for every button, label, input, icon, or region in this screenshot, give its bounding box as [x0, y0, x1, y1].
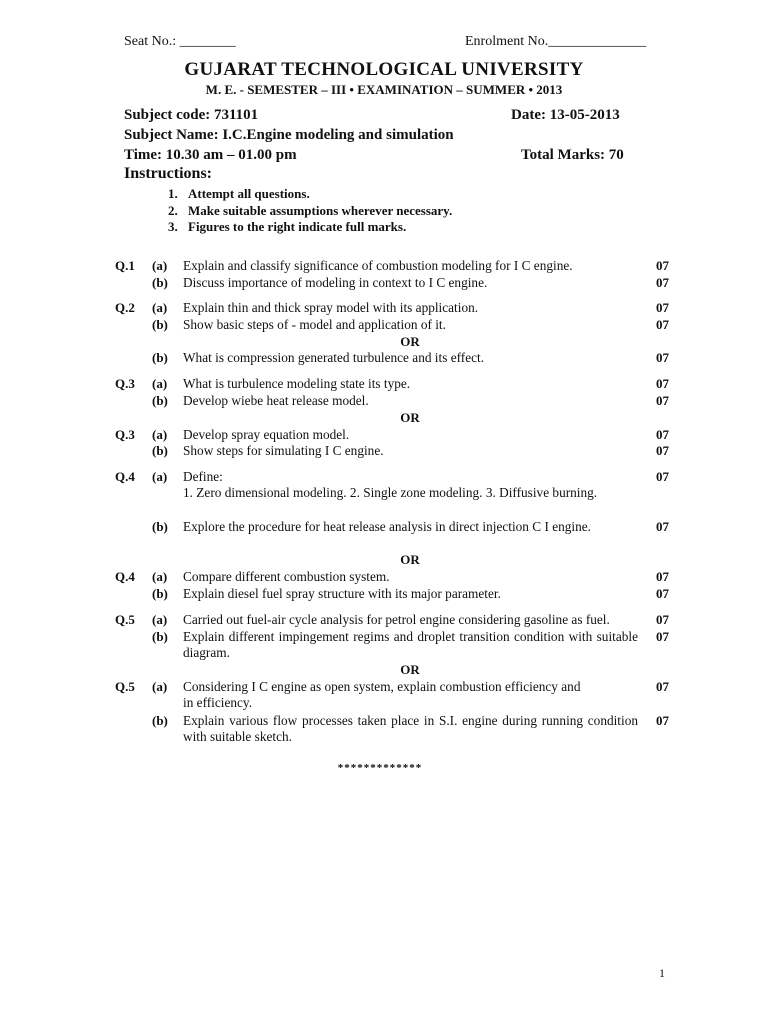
question-marks: 07 [656, 427, 669, 442]
question-part-label: (a) [152, 469, 168, 484]
question-text: Explain thin and thick spray model with its application. [183, 300, 479, 315]
question-marks: 07 [656, 300, 669, 315]
question-marks: 07 [656, 629, 669, 644]
question-text: Considering I C engine as open system, explain combustion efficiency and [183, 679, 581, 694]
exam-subtitle: M. E. - SEMESTER – III • EXAMINATION – SUMMER • 2013 [205, 82, 563, 97]
or-separator: OR [400, 662, 420, 677]
question-text: Compare different combustion system. [183, 569, 390, 584]
question-text: Show basic steps of - model and application of it. [183, 317, 446, 332]
question-text: What is turbulence modeling state its type. [183, 376, 411, 391]
question-number: Q.3 [115, 427, 135, 442]
or-separator: OR [400, 410, 420, 425]
question-text: Carried out fuel-air cycle analysis for petrol engine considering gasoline as fuel. [183, 612, 610, 627]
question-marks: 07 [656, 713, 669, 728]
seat-number-field: Seat No.: ________ [124, 34, 236, 49]
question-marks: 07 [656, 519, 669, 534]
question-marks: 07 [656, 612, 669, 627]
question-part-label: (a) [152, 569, 168, 584]
subject-name: Subject Name: I.C.Engine modeling and simulation [124, 127, 454, 143]
or-separator: OR [400, 334, 420, 349]
page-number: 1 [659, 966, 665, 980]
question-text: Explore the procedure for heat release analysis in direct injection C I engine. [183, 519, 591, 534]
instructions-heading: Instructions: [124, 165, 213, 182]
question-number: Q.5 [115, 679, 135, 694]
question-part-label: (a) [152, 376, 168, 391]
question-number: Q.2 [115, 300, 135, 315]
question-part-label: (a) [152, 612, 168, 627]
question-number: Q.4 [115, 569, 135, 584]
question-part-label: (b) [152, 317, 168, 332]
question-marks: 07 [656, 275, 669, 290]
instruction-number: 3. [168, 219, 178, 234]
question-text: Discuss importance of modeling in context to I C engine. [183, 275, 488, 290]
question-part-label: (b) [152, 393, 168, 408]
end-marker: ************* [337, 762, 423, 774]
question-number: Q.5 [115, 612, 135, 627]
question-marks: 07 [656, 393, 669, 408]
question-text: Explain diesel fuel spray structure with its major parameter. [183, 586, 501, 601]
instruction-text: Figures to the right indicate full marks. [188, 219, 407, 234]
question-part-label: (b) [152, 713, 168, 728]
question-marks: 07 [656, 317, 669, 332]
enrolment-number-field: Enrolment No.______________ [465, 34, 647, 49]
question-part-label: (b) [152, 275, 168, 290]
question-text: Develop spray equation model. [183, 427, 350, 442]
question-marks: 07 [656, 586, 669, 601]
question-marks: 07 [656, 376, 669, 391]
question-part-label: (b) [152, 519, 168, 534]
instruction-item [168, 203, 452, 219]
question-marks: 07 [656, 443, 669, 458]
question-part-label: (a) [152, 258, 168, 273]
subject-code: Subject code: 731101 [124, 107, 259, 123]
question-marks: 07 [656, 679, 669, 694]
question-text: What is compression generated turbulence and its effect. [183, 350, 485, 365]
exam-date: Date: 13-05-2013 [511, 107, 620, 123]
question-text: Explain various flow processes taken place in S.I. engine during running condition with suitable sketch. [183, 713, 638, 744]
question-marks: 07 [656, 350, 669, 365]
exam-time: Time: 10.30 am – 01.00 pm [124, 147, 297, 163]
instruction-text: Make suitable assumptions wherever necessary. [188, 203, 453, 218]
question-part-label: (b) [152, 629, 168, 644]
question-number: Q.3 [115, 376, 135, 391]
question-number: Q.4 [115, 469, 135, 484]
instruction-text: Attempt all questions. [188, 186, 310, 201]
question-text: Develop wiebe heat release model. [183, 393, 369, 408]
question-text-continued: 1. Zero dimensional modeling. 2. Single zone modeling. 3. Diffusive burning. [183, 485, 598, 500]
question-text: Define: [183, 469, 223, 484]
question-part-label: (b) [152, 586, 168, 601]
question-part-label: (a) [152, 300, 168, 315]
total-marks: Total Marks: 70 [521, 147, 624, 163]
instruction-item [168, 219, 406, 235]
question-text-continued: in efficiency. [183, 695, 253, 710]
university-title: GUJARAT TECHNOLOGICAL UNIVERSITY [184, 59, 584, 80]
question-marks: 07 [656, 569, 669, 584]
instruction-item [168, 186, 310, 202]
question-marks: 07 [656, 469, 669, 484]
question-part-label: (a) [152, 427, 168, 442]
instruction-number: 2. [168, 203, 178, 218]
instruction-number: 1. [168, 186, 178, 201]
or-separator: OR [400, 552, 420, 567]
question-part-label: (b) [152, 443, 168, 458]
question-text: Explain different impingement regims and droplet transition condition with suitable diagram. [183, 629, 638, 660]
question-number: Q.1 [115, 258, 135, 273]
question-text: Show steps for simulating I C engine. [183, 443, 384, 458]
question-text: Explain and classify significance of combustion modeling for I C engine. [183, 258, 573, 273]
question-marks: 07 [656, 258, 669, 273]
question-part-label: (a) [152, 679, 168, 694]
question-part-label: (b) [152, 350, 168, 365]
